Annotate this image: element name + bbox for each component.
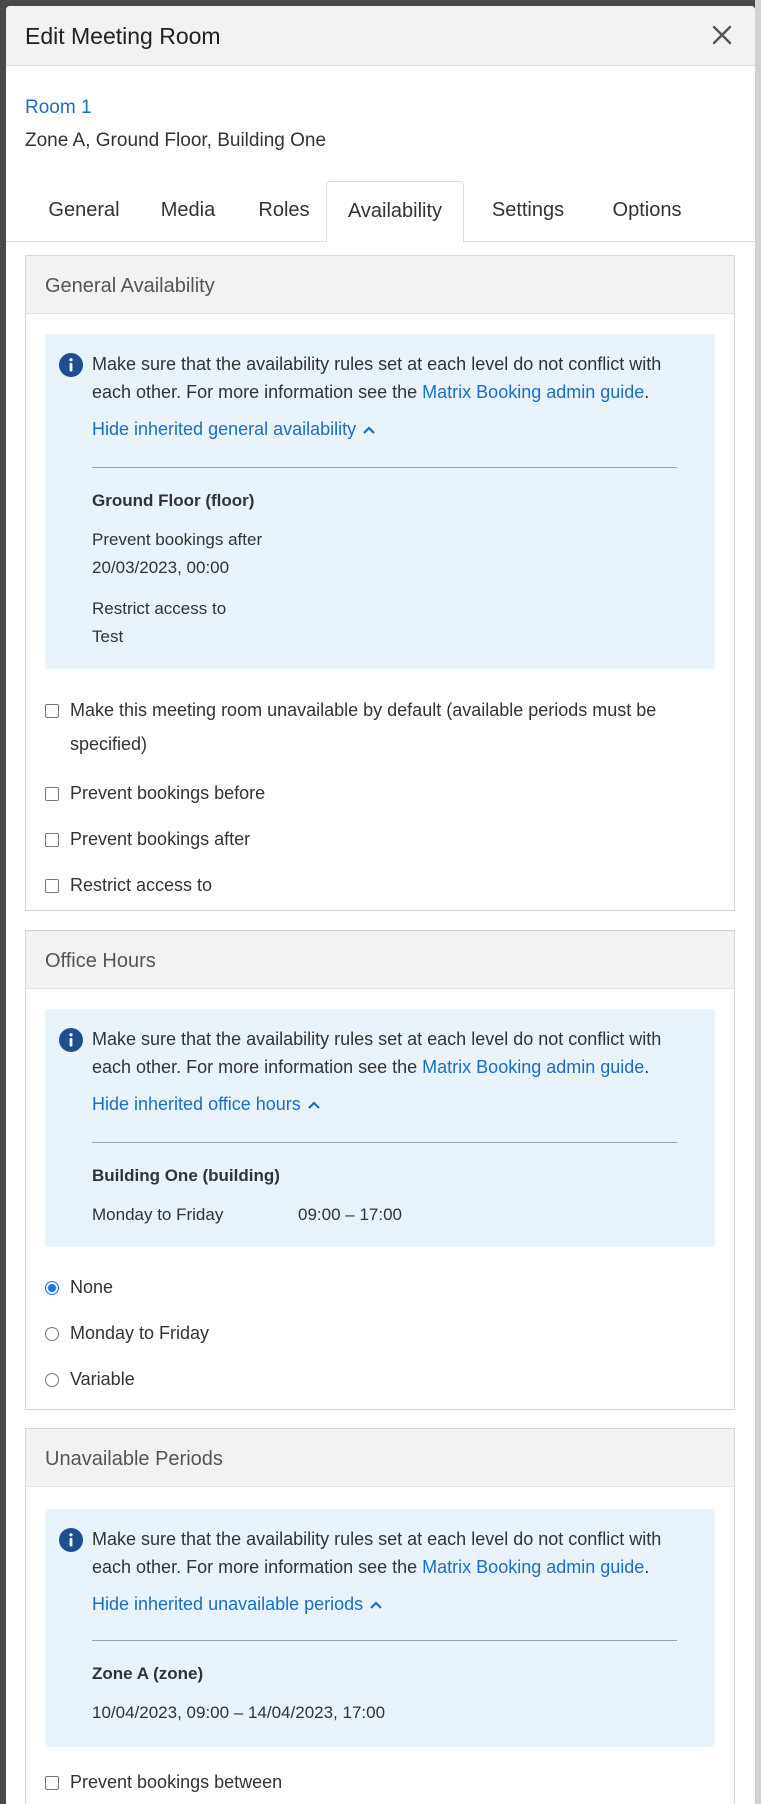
hide-link-label: Hide inherited unavailable periods <box>92 1594 364 1614</box>
admin-guide-link[interactable]: Matrix Booking admin guide <box>422 382 645 402</box>
inherited-source-title: Ground Floor (floor) <box>92 491 255 510</box>
inherited-rule-label: Restrict access to <box>92 599 227 618</box>
checkbox[interactable] <box>45 704 59 718</box>
panel-title: Office Hours <box>26 931 734 989</box>
chevron-up-icon <box>362 425 376 435</box>
prevent-bookings-before-checkbox[interactable] <box>45 776 695 810</box>
checkbox-label: Prevent bookings after <box>70 829 251 849</box>
tab-general[interactable]: General <box>48 199 120 221</box>
panel-title: Unavailable Periods <box>26 1429 734 1487</box>
office-hours-monday-to-friday-radio[interactable] <box>45 1316 695 1350</box>
chevron-up-icon <box>369 1600 383 1610</box>
info-message-text: Make sure that the availability rules set at each level do not conflict with each other. For more information see the <box>92 354 662 402</box>
office-hours-none-radio[interactable] <box>45 1270 695 1304</box>
checkbox[interactable] <box>45 833 59 847</box>
info-message <box>92 1025 692 1081</box>
hide-link-label: Hide inherited general availability <box>92 419 357 439</box>
prevent-bookings-between-checkbox[interactable] <box>45 1765 695 1799</box>
inherited-hours: 09:00 – 17:00 <box>298 1205 402 1224</box>
radio-label: Variable <box>70 1369 135 1389</box>
checkbox[interactable] <box>45 1776 59 1790</box>
info-message-suffix: . <box>644 1057 650 1077</box>
radio-label: None <box>70 1277 114 1297</box>
unavailable-by-default-checkbox[interactable] <box>45 693 695 761</box>
info-message-suffix: . <box>644 382 650 402</box>
hide-link-label: Hide inherited office hours <box>92 1094 301 1114</box>
inherited-source-title: Building One (building) <box>92 1166 280 1185</box>
checkbox[interactable] <box>45 879 59 893</box>
modal-header <box>6 6 755 66</box>
checkbox[interactable] <box>45 787 59 801</box>
radio-label: Monday to Friday <box>70 1323 210 1343</box>
divider <box>92 1142 677 1143</box>
inherited-rule-value: Test <box>92 627 124 646</box>
info-icon <box>59 1528 83 1552</box>
tab-roles[interactable]: Roles <box>258 199 310 221</box>
prevent-bookings-after-checkbox[interactable] <box>45 822 695 856</box>
room-location: Zone A, Ground Floor, Building One <box>25 130 327 151</box>
tab-options[interactable]: Options <box>612 199 682 221</box>
hide-inherited-office-hours-link[interactable] <box>92 1094 321 1115</box>
tab-media[interactable]: Media <box>160 199 216 221</box>
office-hours-variable-radio[interactable] <box>45 1362 695 1396</box>
hide-inherited-unavailable-periods-link[interactable] <box>92 1594 383 1615</box>
inherited-period: 10/04/2023, 09:00 – 14/04/2023, 17:00 <box>92 1703 386 1722</box>
radio-button[interactable] <box>45 1373 59 1387</box>
info-message-text: Make sure that the availability rules set at each level do not conflict with each other. For more information see the <box>92 1029 662 1077</box>
close-button[interactable] <box>709 22 735 48</box>
hide-inherited-general-availability-link[interactable] <box>92 419 376 440</box>
inherited-rule-label: Prevent bookings after <box>92 530 263 549</box>
admin-guide-link[interactable]: Matrix Booking admin guide <box>422 1057 645 1077</box>
general-availability-panel <box>25 255 735 911</box>
checkbox-label: Prevent bookings before <box>70 783 266 803</box>
info-message <box>92 1525 692 1581</box>
info-box <box>45 1509 715 1747</box>
info-icon <box>59 1028 83 1052</box>
info-message-suffix: . <box>644 1557 650 1577</box>
admin-guide-link[interactable]: Matrix Booking admin guide <box>422 1557 645 1577</box>
info-box <box>45 334 715 669</box>
info-message <box>92 350 692 406</box>
edit-meeting-room-dialog <box>6 6 755 1804</box>
inherited-rule-value: 20/03/2023, 00:00 <box>92 558 230 577</box>
divider <box>92 1640 677 1641</box>
tab-settings[interactable]: Settings <box>491 199 565 221</box>
info-message-text: Make sure that the availability rules set at each level do not conflict with each other. For more information see the <box>92 1529 662 1577</box>
room-name-link[interactable]: Room 1 <box>25 97 92 118</box>
radio-button[interactable] <box>45 1327 59 1341</box>
info-box <box>45 1009 715 1247</box>
checkbox-label: Prevent bookings between <box>70 1772 283 1792</box>
modal-title: Edit Meeting Room <box>25 23 221 49</box>
checkbox-label: Make this meeting room unavailable by default (available periods must be specified) <box>70 700 657 754</box>
close-icon <box>709 22 735 48</box>
chevron-up-icon <box>307 1100 321 1110</box>
unavailable-periods-panel <box>25 1428 735 1804</box>
radio-button[interactable] <box>45 1281 59 1295</box>
checkbox-label: Restrict access to <box>70 875 213 895</box>
restrict-access-checkbox[interactable] <box>45 868 695 902</box>
office-hours-panel <box>25 930 735 1410</box>
info-icon <box>59 353 83 377</box>
tab-bar <box>6 181 755 242</box>
tab-availability[interactable]: Availability <box>326 181 464 243</box>
panel-title: General Availability <box>26 256 734 314</box>
divider <box>92 467 677 468</box>
inherited-days: Monday to Friday <box>92 1205 224 1224</box>
inherited-source-title: Zone A (zone) <box>92 1664 204 1683</box>
background-page-edge <box>755 0 761 1804</box>
